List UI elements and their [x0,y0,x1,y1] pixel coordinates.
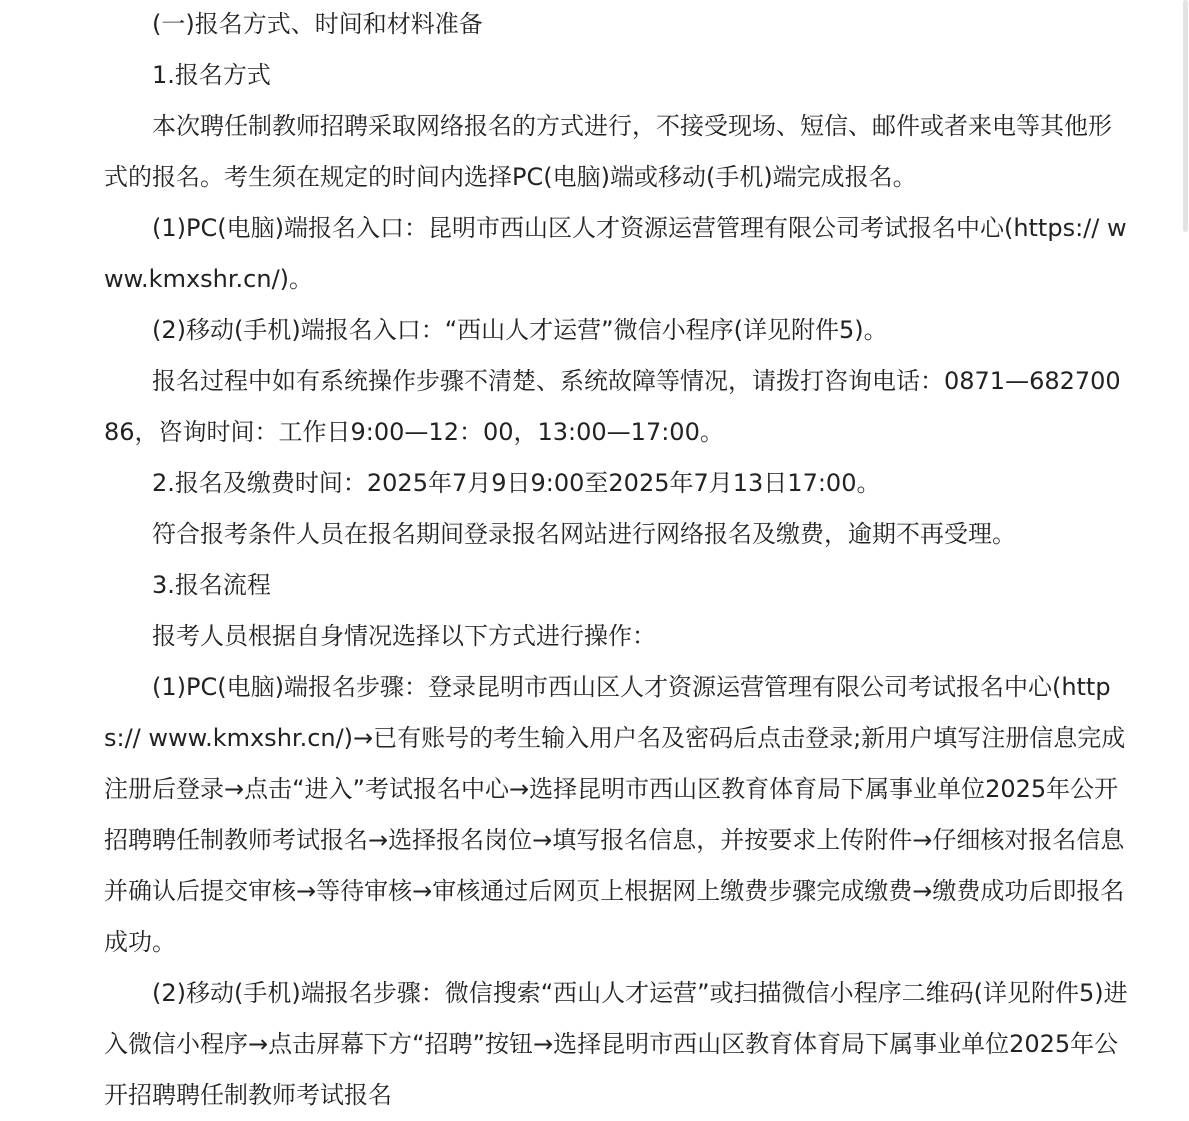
paragraph-consult: 报名过程中如有系统操作步骤不清楚、系统故障等情况，请拨打咨询电话：0871—68270086，咨询时间：工作日9:00—12：00，13:00—17:00。 [104,367,1121,446]
paragraph-pc-entry: (1)PC(电脑)端报名入口：昆明市西山区人才资源运营管理有限公司考试报名中心(https:// www.kmxshr.cn/)。 [104,214,1127,293]
paragraph-time: 2.报名及缴费时间：2025年7月9日9:00至2025年7月13日17:00。 [152,469,881,497]
paragraph-pc-steps: (1)PC(电脑)端报名步骤：登录昆明市西山区人才资源运营管理有限公司考试报名中心(https:// www.kmxshr.cn/)→已有账号的考生输入用户名及密码后点击登录;新用户填写注册信息完成注册后登录→点击“进入”考试报名中心→选择昆明市西山区教育体育局下属事业单位2025年公开招聘聘任制教师考试报名→选择报名岗位→填写报名信息，并按要求上传附件→仔细核对报名信息并确认后提交审核→等待审核→审核通过后网页上根据网上缴费步骤完成缴费→缴费成功后即报名成功。 [104,673,1126,956]
paragraph: 符合报考条件人员在报名期间登录报名网站进行网络报名及缴费，逾期不再受理。 [152,520,1016,548]
subsection-heading: 3.报名流程 [152,571,271,599]
scrollbar-thumb[interactable] [1183,0,1188,232]
scrollbar[interactable] [1181,0,1189,1080]
subsection-heading: 1.报名方式 [152,61,271,89]
paragraph-mobile-steps: (2)移动(手机)端报名步骤：微信搜索“西山人才运营”或扫描微信小程序二维码(详见附件5)进入微信小程序→点击屏幕下方“招聘”按钮→选择昆明市西山区教育体育局下属事业单位2025年公开招聘聘任制教师考试报名 [104,979,1128,1109]
article-body [104,0,1134,1121]
section-heading: (一)报名方式、时间和材料准备 [152,10,483,38]
paragraph: 报考人员根据自身情况选择以下方式进行操作： [152,622,656,650]
paragraph-mobile-entry: (2)移动(手机)端报名入口：“西山人才运营”微信小程序(详见附件5)。 [152,316,888,344]
paragraph: 本次聘任制教师招聘采取网络报名的方式进行，不接受现场、短信、邮件或者来电等其他形式的报名。考生须在规定的时间内选择PC(电脑)端或移动(手机)端完成报名。 [104,112,1112,191]
